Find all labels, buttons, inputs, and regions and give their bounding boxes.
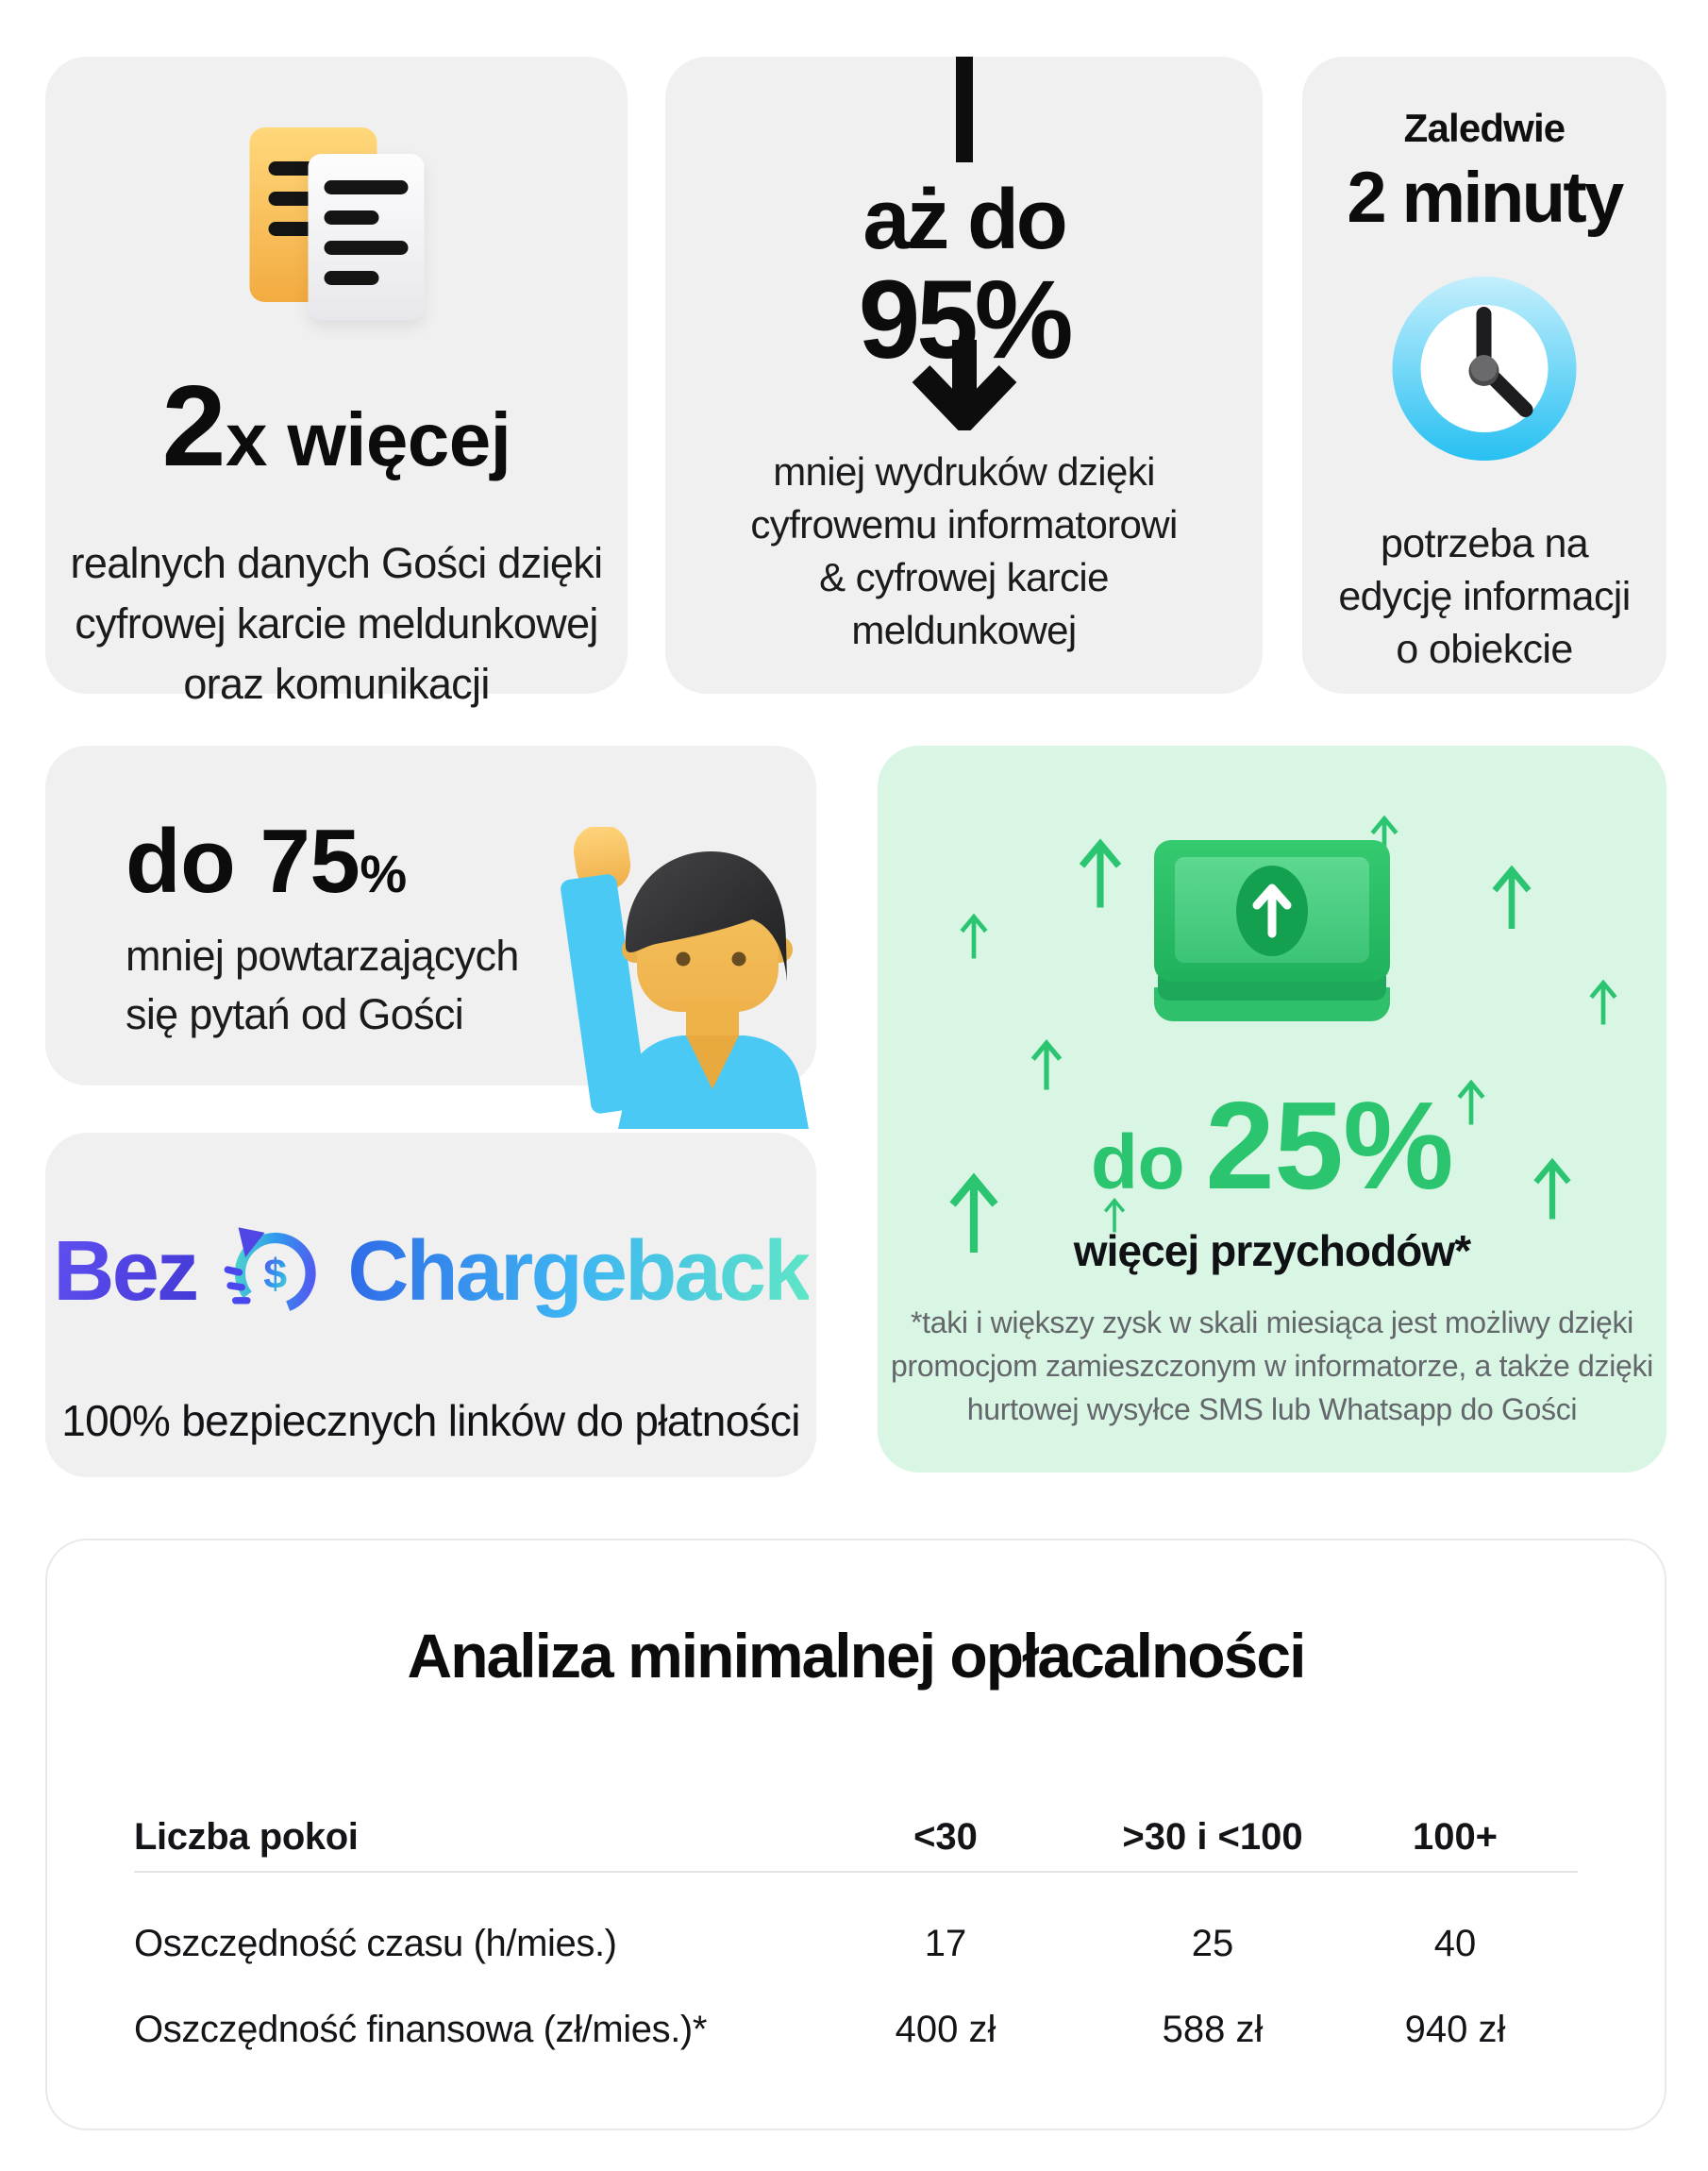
guest-data-line-2: cyfrowej karcie meldunkowej [75,599,598,648]
prints-headline-top: aż do [862,173,1065,267]
table-cell: 17 [924,1923,967,1964]
revenue-footnote-line-1: *taki i większy zysk w skali miesiąca jest możliwy dzięki [911,1305,1633,1339]
questions-headline [126,810,407,914]
table-row [47,1923,1665,1970]
chargeback-description: 100% bezpiecznych linków do płatności [61,1396,800,1445]
table-title: Analiza minimalnej opłacalności [407,1621,1305,1691]
up-arrow-icon [1076,831,1125,911]
edit-time-line-3: o obiekcie [1396,627,1573,672]
questions-headline-number: do 75 [126,811,360,912]
chargeback-logo-bez: Bez [53,1223,197,1319]
revenue-footnote [878,1301,1666,1431]
guest-data-headline [45,362,628,490]
chargeback-logo-brand: Chargeback [347,1223,809,1319]
table-cell: 40 [1433,1923,1477,1964]
revenue-footnote-line-2: promocjom zamieszczonym w informatorze, a także dzięki [891,1349,1653,1383]
table-row [47,2009,1665,2056]
edit-time-kicker: Zaledwie [1403,106,1566,150]
questions-headline-percent: % [360,844,407,903]
prints-line-2: cyfrowemu informatorowi [750,502,1178,547]
table-cell: 588 zł [1162,2009,1264,2050]
prints-line-1: mniej wydruków dzięki [773,449,1155,494]
edit-time-headline: 2 minuty [1347,158,1622,238]
edit-time-description [1302,517,1666,676]
money-growth-icon [1154,840,1390,1021]
up-arrow-icon [1587,974,1619,1027]
table-cell: 25 [1191,1923,1234,1964]
chargeback-logo [45,1216,816,1327]
table-row-label: Oszczędność czasu (h/mies.) [134,1923,617,1964]
revenue-subhead: więcej przychodów* [1073,1226,1471,1275]
guest-data-headline-number: 2 [161,362,226,490]
card-prints [665,57,1263,694]
revenue-footnote-line-3: hurtowej wysyłce SMS lub Whatsapp do Gości [966,1392,1578,1426]
documents-icon [249,127,424,321]
prints-headline-value: 95% [858,258,1070,382]
guest-data-line-3: oraz komunikacji [183,660,490,708]
arrow-stem-icon [956,57,973,162]
table-header-label: Liczba pokoi [134,1816,359,1858]
prints-description [665,446,1263,657]
table-cell: 940 zł [1404,2009,1506,2050]
revenue-headline-prefix: do [1090,1119,1206,1205]
card-chargeback [45,1133,816,1477]
prints-line-4: meldunkowej [851,608,1077,652]
card-questions [45,746,816,1086]
questions-description [126,927,519,1044]
revenue-headline [878,1074,1666,1217]
prints-line-3: & cyfrowej karcie [819,555,1109,599]
card-revenue [878,746,1666,1473]
edit-time-line-2: edycję informacji [1338,574,1631,619]
profitability-table-card [45,1539,1666,2130]
document-front-icon [308,154,424,320]
table-header-col-2: >30 i <100 [1122,1816,1303,1858]
revenue-headline-value: 25% [1205,1076,1454,1215]
arrow-down-icon [908,340,1021,430]
guest-data-line-1: realnych danych Gości dzięki [70,539,603,587]
table-header-col-3: 100+ [1412,1816,1499,1858]
guest-data-description [45,533,628,715]
table-cell: 400 zł [895,2009,996,2050]
person-raising-hand-icon [560,827,833,1129]
up-arrow-icon [1489,857,1534,933]
dollar-refresh-icon [219,1216,325,1327]
table-header-col-1: <30 [913,1816,978,1858]
svg-text:$: $ [263,1250,288,1298]
table-divider [134,1871,1578,1873]
guest-data-headline-rest: x więcej [225,397,511,481]
table-header-row [47,1816,1665,1863]
card-edit-time [1302,57,1666,694]
questions-line-1: mniej powtarzających [126,932,519,980]
edit-time-line-1: potrzeba na [1380,521,1589,566]
up-arrow-icon [958,908,990,961]
card-guest-data [45,57,628,708]
clock-icon [1393,277,1577,461]
table-row-label: Oszczędność finansowa (zł/mies.)* [134,2009,708,2050]
questions-line-2: się pytań od Gości [126,990,464,1038]
